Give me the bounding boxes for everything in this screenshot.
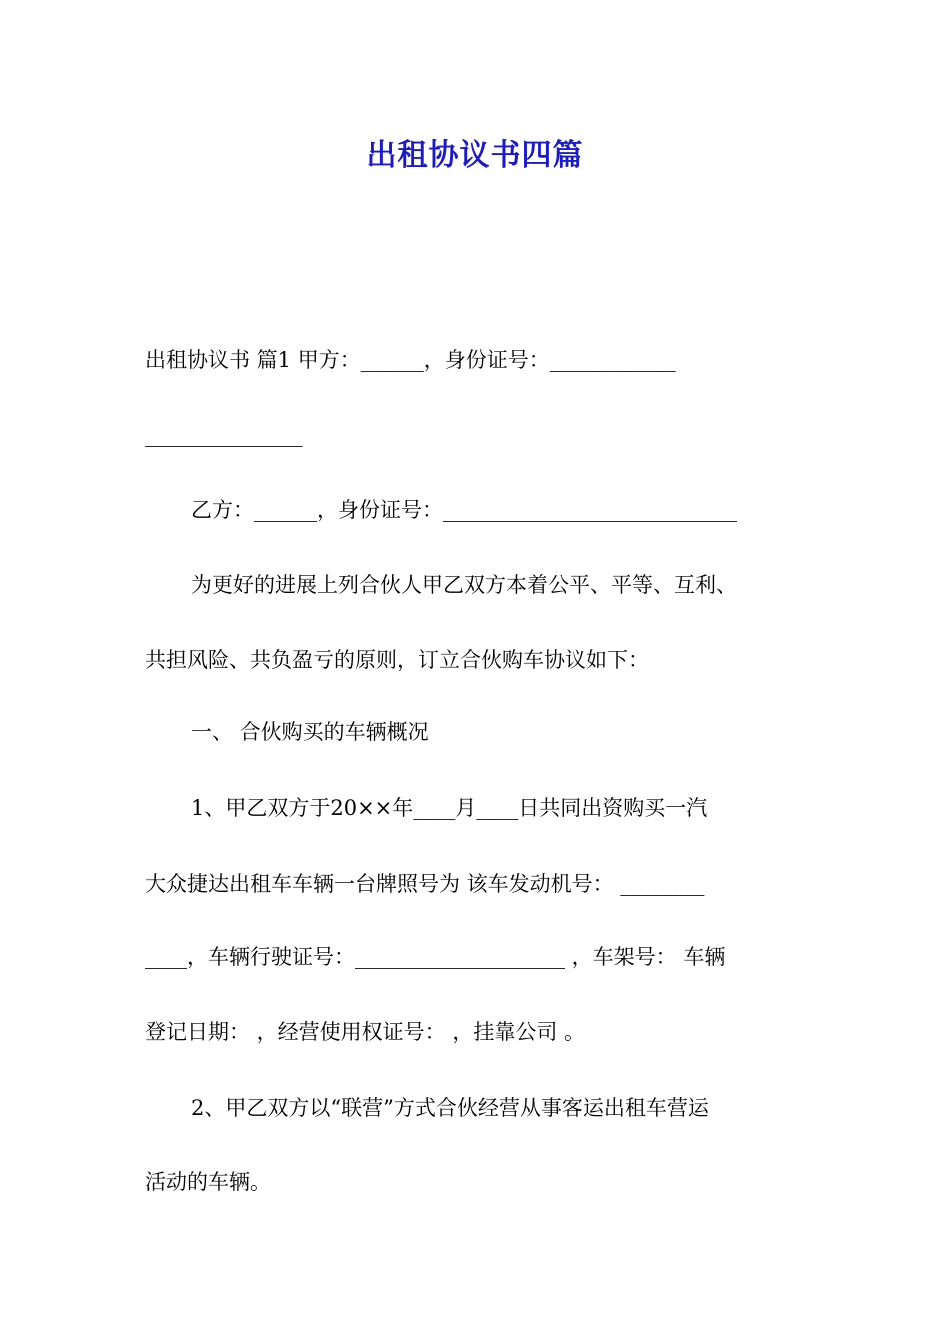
document-title: 出租协议书四篇 <box>366 138 584 173</box>
paragraph-line-5: 共担风险、共负盈亏的原则，订立合伙购车协议如下： <box>145 648 649 672</box>
paragraph-line-8: 大众捷达出租车车辆一台牌照号为 该车发动机号： ________ <box>145 872 705 896</box>
paragraph-line-4: 为更好的进展上列合伙人甲乙双方本着公平、平等、互利、 <box>191 573 737 597</box>
paragraph-line-7: 1、甲乙双方于20××年____月____日共同出资购买一汽 <box>191 796 708 820</box>
paragraph-line-9: ____，车辆行驶证号：____________________ ，车架号： 车辆 <box>145 945 726 969</box>
paragraph-line-2: _______________ <box>145 423 303 447</box>
paragraph-line-12: 活动的车辆。 <box>145 1170 271 1194</box>
paragraph-line-1: 出租协议书 篇1 甲方：______，身份证号：____________ <box>145 348 676 372</box>
section-heading: 一、 合伙购买的车辆概况 <box>191 720 429 744</box>
paragraph-line-10: 登记日期： ，经营使用权证号： ，挂靠公司 。 <box>145 1020 586 1044</box>
paragraph-line-11: 2、甲乙双方以“联营”方式合伙经营从事客运出租车营运 <box>191 1096 709 1120</box>
paragraph-line-3: 乙方：______，身份证号：____________________________ <box>191 498 737 522</box>
